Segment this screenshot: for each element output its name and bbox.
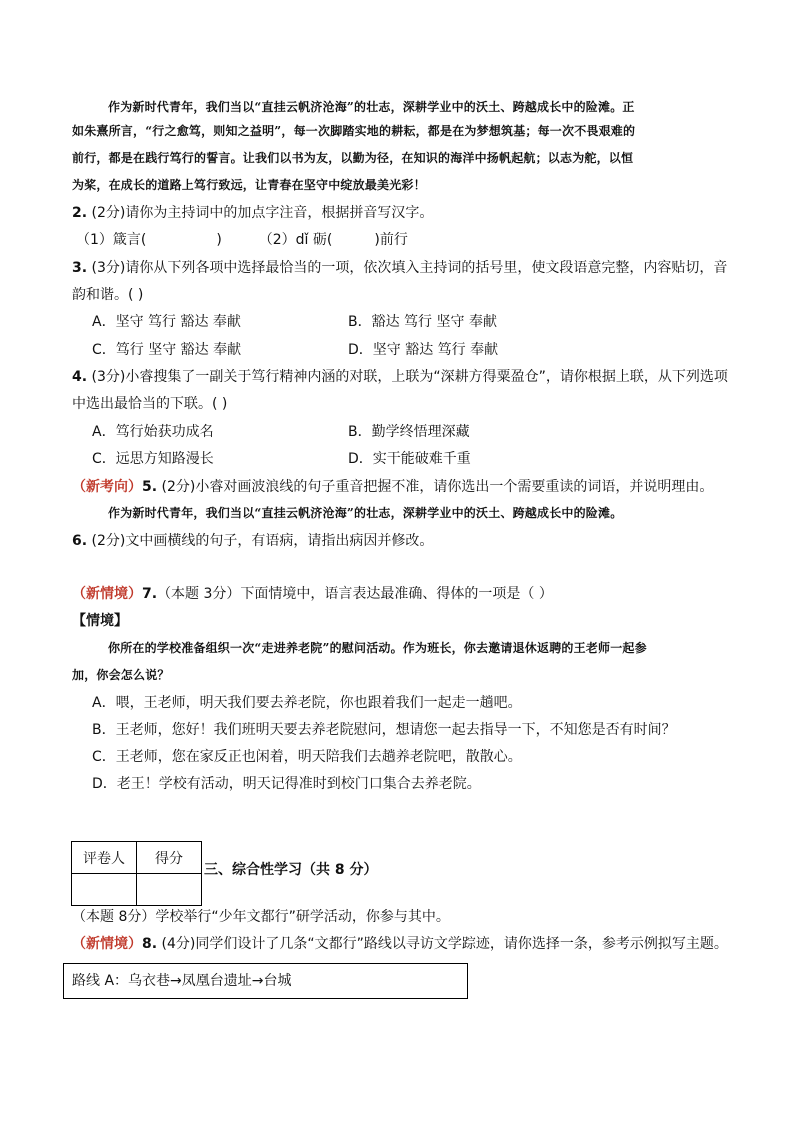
- q3-option-d[interactable]: D．坚守 豁达 笃行 奉献: [348, 342, 499, 358]
- route-a: 路线 A：乌衣巷→凤凰台遗址→台城: [72, 973, 292, 989]
- q4-option-b[interactable]: B．勤学终悟理深藏: [348, 424, 470, 440]
- situation-line-1: 你所在的学校准备组织一次“走进养老院”的慰问活动。作为班长，你去邀请退休返聘的王老师一起参: [108, 641, 647, 655]
- q3-option-a[interactable]: A．坚守 笃行 豁达 奉献: [92, 314, 241, 330]
- passage-line-2: 如朱熹所言，“行之愈笃，则知之益明”，每一次脚踏实地的耕耘，都是在为梦想筑基；每一次不畏艰难的: [72, 124, 636, 138]
- question-number: 2.: [72, 205, 88, 221]
- passage-line-4: 为桨，在成长的道路上笃行致远，让青春在坚守中绽放最美光彩！: [72, 178, 426, 192]
- sub2-label: （2）dǐ 砺(: [258, 232, 333, 248]
- question-2: [72, 203, 433, 223]
- score-table: [71, 841, 202, 906]
- sub1-close: ): [216, 232, 222, 248]
- question-8: [72, 934, 728, 954]
- question-3-line2: 韵和谐。( ): [72, 287, 144, 303]
- section-3-intro: （本题 8分）学校举行“少年文都行”研学活动，你参与其中。: [72, 909, 450, 925]
- question-2-subs: [76, 230, 408, 250]
- passage-line-1: 作为新时代青年，我们当以“直挂云帆济沧海”的壮志，深耕学业中的沃土、跨越成长中的险滩。正: [108, 100, 635, 114]
- q3-option-c[interactable]: C．笃行 坚守 豁达 奉献: [92, 342, 242, 358]
- question-tag: （新情境）: [72, 586, 142, 602]
- sub1-label: （1）箴言(: [76, 232, 147, 248]
- situation-label: 【情境】: [72, 613, 128, 629]
- question-tag: （新考向）: [72, 479, 142, 495]
- q7-option-c[interactable]: C．王老师，您在家反正也闲着，明天陪我们去趟养老院吧，散散心。: [92, 749, 522, 765]
- question-4-line2: 中选出最恰当的下联。( ): [72, 396, 228, 412]
- q4-option-a[interactable]: A．笃行始获功成名: [92, 424, 214, 440]
- question-text: (3分)请你从下列各项中选择最恰当的一项，依次填入主持词的括号里，使文段语意完整，内容贴切，音: [87, 260, 728, 276]
- question-number: 8.: [142, 936, 158, 952]
- q3-option-b[interactable]: B．豁达 笃行 坚守 奉献: [348, 314, 497, 330]
- question-number: 3.: [72, 260, 88, 276]
- question-7: [72, 584, 553, 604]
- grader-cell[interactable]: [72, 874, 137, 906]
- question-number: 6.: [72, 533, 88, 549]
- score-header: 得分: [137, 842, 202, 874]
- q7-option-d[interactable]: D．老王！学校有活动，明天记得准时到校门口集合去养老院。: [92, 776, 481, 792]
- q7-option-a[interactable]: A．喂，王老师，明天我们要去养老院，你也跟着我们一起走一趟吧。: [92, 695, 522, 711]
- question-text: (2分)小睿对画波浪线的句子重音把握不准，请你选出一个需要重读的词语，并说明理由。: [157, 479, 714, 495]
- q7-option-b[interactable]: B．王老师，您好！我们班明天要去养老院慰问，想请您一起去指导一下，不知您是否有时间？: [92, 722, 676, 738]
- q4-option-c[interactable]: C．远思方知路漫长: [92, 451, 214, 467]
- question-text: (4分)同学们设计了几条“文都行”路线以寻访文学踪迹，请你选择一条，参考示例拟写主题。: [157, 936, 728, 952]
- question-number: 4.: [72, 369, 88, 385]
- section-3-title: 三、综合性学习（共 8 分）: [204, 862, 378, 878]
- question-4: [72, 367, 728, 387]
- q4-option-d[interactable]: D．实干能破难千重: [348, 451, 471, 467]
- question-3: [72, 258, 727, 278]
- grader-header: 评卷人: [72, 842, 137, 874]
- score-cell[interactable]: [137, 874, 202, 906]
- question-text: (2分)请你为主持词中的加点字注音，根据拼音写汉字。: [87, 205, 434, 221]
- question-tag: （新情境）: [72, 936, 142, 952]
- passage-line-3: 前行，都是在践行笃行的誓言。让我们以书为友，以勤为径，在知识的海洋中扬帆起航；以志为舵，以恒: [72, 151, 634, 165]
- question-5: [72, 477, 713, 497]
- question-text: （本题 3分）下面情境中，语言表达最准确、得体的一项是（ ）: [157, 586, 553, 602]
- situation-line-2: 加，你会怎么说？: [72, 668, 170, 682]
- question-6: [72, 531, 433, 551]
- question-number: 7.: [142, 586, 158, 602]
- question-text: (2分)文中画横线的句子，有语病，请指出病因并修改。: [87, 533, 434, 549]
- q5-wavy-sentence: 作为新时代青年，我们当以“直挂云帆济沧海”的壮志，深耕学业中的沃土、跨越成长中的险滩。: [108, 506, 623, 520]
- sub2-close: )前行: [374, 232, 408, 248]
- question-text: (3分)小睿搜集了一副关于笃行精神内涵的对联，上联为“深耕方得粟盈仓”，请你根据上联，从下列选项: [87, 369, 728, 385]
- route-box: [63, 963, 468, 999]
- question-number: 5.: [142, 479, 158, 495]
